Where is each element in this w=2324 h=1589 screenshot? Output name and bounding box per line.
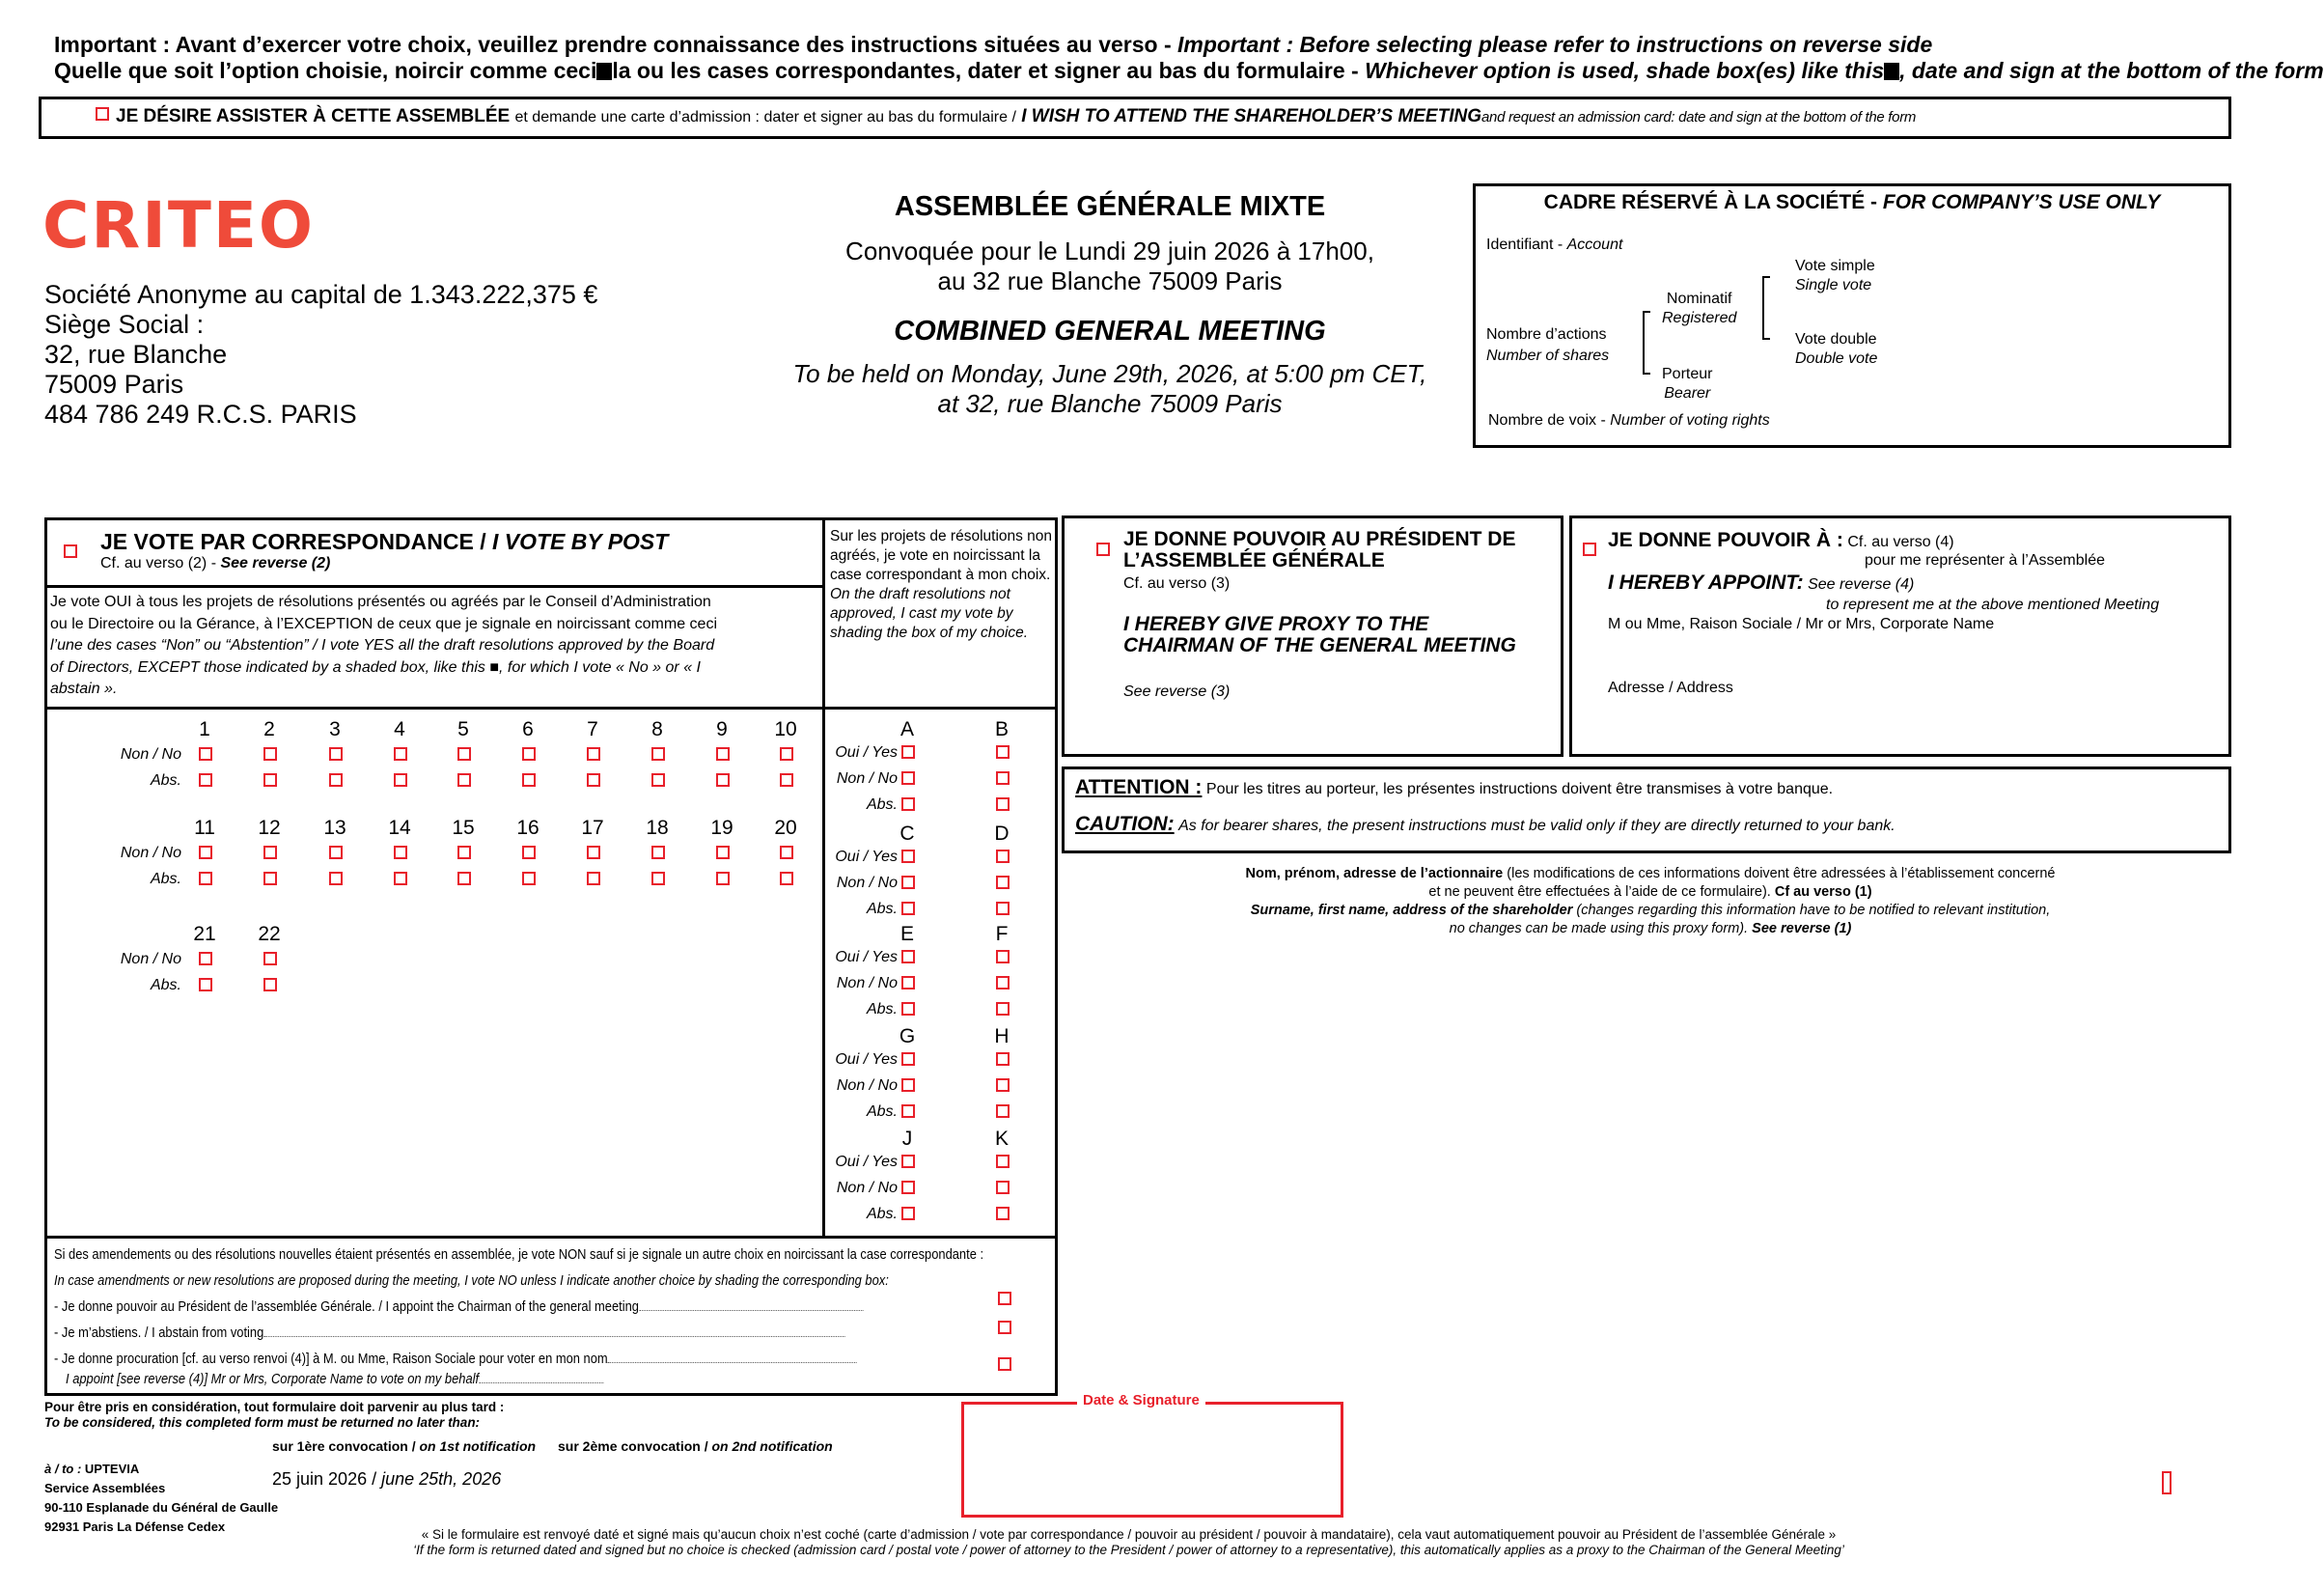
- resolution-8-no-checkbox[interactable]: [651, 747, 665, 761]
- resolution-1-abs-checkbox[interactable]: [199, 773, 212, 787]
- sh-l3-rest: (changes regarding this information have to be notified to relevant institution,: [1576, 903, 2051, 918]
- vote-header-divider: [44, 707, 1058, 710]
- resolution-J-abs-checkbox[interactable]: [901, 1207, 915, 1220]
- amendments-divider: [44, 1236, 1058, 1239]
- no-label: Non / No: [120, 746, 181, 763]
- draft-resolution-letter: H: [994, 1025, 1010, 1047]
- second-notif-fr: sur 2ème convocation /: [558, 1438, 708, 1454]
- vote-title-divider: [44, 585, 824, 588]
- attention-text-fr: Pour les titres au porteur, les présentes instructions doivent être transmises à votre banque.: [1205, 781, 1834, 797]
- resolution-5-no-checkbox[interactable]: [457, 747, 471, 761]
- company-use-title: [1473, 191, 2231, 214]
- no-label: Non / No: [836, 770, 898, 787]
- meeting-date-fr-2: au 32 rue Blanche 75009 Paris: [937, 266, 1283, 295]
- resolution-10-abs-checkbox[interactable]: [780, 773, 793, 787]
- abs-label: Abs.: [150, 977, 181, 993]
- resolution-number: 4: [394, 718, 405, 740]
- resolution-D-yes-checkbox[interactable]: [996, 850, 1010, 863]
- meeting-date-en-2: at 32, rue Blanche 75009 Paris: [937, 389, 1283, 418]
- address-line: 90-110 Esplanade du Général de Gaulle: [44, 1500, 279, 1515]
- resolution-number: 9: [716, 718, 728, 740]
- amend-opt3: [54, 1346, 909, 1372]
- single-vote-label: [1795, 257, 1875, 295]
- resolution-2-no-checkbox[interactable]: [263, 747, 277, 761]
- attend-en-rest: and request an admission card: date and sign at the bottom of the form: [1480, 109, 1917, 125]
- proxy-chairman-title-en: I HEREBY GIVE PROXY TO THE CHAIRMAN OF THE GENERAL MEETING: [1123, 613, 1516, 656]
- resolution-G-yes-checkbox[interactable]: [901, 1052, 915, 1066]
- resolution-number: 18: [646, 817, 669, 839]
- address-line: UPTEVIA: [84, 1462, 140, 1476]
- yes-label: Oui / Yes: [835, 949, 898, 965]
- amend-line2: In case amendments or new resolutions are proposed during the meeting, I vote NO unless I indicate another choice by shading the corresponding box:: [54, 1272, 889, 1289]
- resolution-19-no-checkbox[interactable]: [716, 846, 730, 859]
- resolution-20-no-checkbox[interactable]: [780, 846, 793, 859]
- signature-label: Date & Signature: [1077, 1392, 1205, 1408]
- resolution-15-no-checkbox[interactable]: [457, 846, 471, 859]
- resolution-12-no-checkbox[interactable]: [263, 846, 277, 859]
- amend-opt3-text: - Je donne procuration [cf. au verso renvoi (4)] à M. ou Mme, Raison Sociale pour voter en mon nom: [54, 1351, 608, 1367]
- resolution-16-abs-checkbox[interactable]: [522, 872, 536, 885]
- draft-resolution-letter: D: [994, 822, 1010, 845]
- resolution-14-abs-checkbox[interactable]: [394, 872, 407, 885]
- resolution-17-abs-checkbox[interactable]: [587, 872, 600, 885]
- proxy-name-label: M ou Mme, Raison Sociale / Mr or Mrs, Corporate Name: [1608, 616, 1995, 632]
- proxy-appoint-ref-fr: Cf. au verso (4): [1847, 534, 1954, 550]
- resolution-number: 8: [651, 718, 663, 740]
- resolution-number: 20: [774, 817, 797, 839]
- yes-label: Oui / Yes: [835, 1154, 898, 1170]
- resolution-G-abs-checkbox[interactable]: [901, 1104, 915, 1118]
- resolution-19-abs-checkbox[interactable]: [716, 872, 730, 885]
- amend-opt3b-text: I appoint [see reverse (4)] Mr or Mrs, Corporate Name to vote on my behalf: [66, 1371, 480, 1387]
- sh-l3-bold: Surname, first name, address of the shareholder: [1250, 903, 1573, 918]
- draft-resolution-letter: K: [994, 1128, 1009, 1150]
- resolution-number: 2: [263, 718, 275, 740]
- instr-line: abstain ».: [50, 681, 118, 697]
- resolution-E-no-checkbox[interactable]: [901, 976, 915, 990]
- company-line: Société Anonyme au capital de 1.343.222,375 €: [44, 280, 598, 309]
- resolution-number: 12: [258, 817, 281, 839]
- yes-label: Oui / Yes: [835, 1051, 898, 1068]
- criteo-logo: CRITEO: [42, 188, 316, 263]
- single-fr: Vote simple: [1795, 258, 1875, 274]
- sh-l1-bold: Nom, prénom, adresse de l’actionnaire: [1245, 866, 1504, 881]
- resolution-9-no-checkbox[interactable]: [716, 747, 730, 761]
- resolution-number: 19: [710, 817, 733, 839]
- attention-en: [1075, 813, 1895, 836]
- shares-bracket: [1643, 311, 1650, 375]
- address-line: Service Assemblées: [44, 1481, 166, 1495]
- yes-label: Oui / Yes: [835, 744, 898, 761]
- first-notification: [272, 1438, 536, 1454]
- resolution-1-no-checkbox[interactable]: [199, 747, 212, 761]
- resolution-F-abs-checkbox[interactable]: [996, 1002, 1010, 1016]
- draft-resolution-letter: B: [994, 718, 1009, 740]
- company-line: 75009 Paris: [44, 370, 184, 399]
- resolution-B-no-checkbox[interactable]: [996, 771, 1010, 785]
- vote-by-post-title: [100, 529, 668, 555]
- corner-mark: [2162, 1471, 2172, 1494]
- resolution-10-no-checkbox[interactable]: [780, 747, 793, 761]
- draft-resolution-letter: G: [899, 1025, 916, 1047]
- proxy-appoint-title: [1608, 529, 1954, 552]
- attention-label-fr: ATTENTION :: [1075, 776, 1203, 798]
- voting-en: Number of voting rights: [1610, 412, 1770, 429]
- sh-l2-bold: Cf au verso (1): [1774, 884, 1872, 900]
- sh-l4-bold: See reverse (1): [1752, 921, 1852, 936]
- proxy-appoint-ref-en2: to represent me at the above mentioned Meeting: [1826, 597, 2160, 613]
- resolution-4-no-checkbox[interactable]: [394, 747, 407, 761]
- notice-fr: « Si le formulaire est renvoyé daté et signé mais qu’aucun choix n’est coché (carte d’admission / vote par correspondance / pouvoir au président / pouvoir à mandataire), cela vaut automatiquement pouvoir au Président de l’assemblée Générale »: [421, 1527, 1837, 1542]
- abs-label: Abs.: [150, 772, 181, 789]
- notice-en: ‘If the form is returned dated and signed but no choice is checked (admission card / postal vote / power of attorney to the President / power of attorney to a representative), this automatically applies as a proxy to the Chairman of the General Meeting’: [413, 1543, 1844, 1557]
- abs-label: Abs.: [866, 1103, 898, 1120]
- resolution-number: 7: [587, 718, 598, 740]
- company-use-title-en: FOR COMPANY’S USE ONLY: [1882, 191, 2161, 213]
- resolution-A-no-checkbox[interactable]: [901, 771, 915, 785]
- resolution-8-abs-checkbox[interactable]: [651, 773, 665, 787]
- header-en-1: Important : Before selecting please refer to instructions on reverse side: [1177, 32, 1933, 57]
- resolution-J-no-checkbox[interactable]: [901, 1181, 915, 1194]
- vote-by-post-ref: [100, 555, 330, 572]
- company-line: Siège Social :: [44, 310, 205, 339]
- resolution-7-no-checkbox[interactable]: [587, 747, 600, 761]
- resolution-12-abs-checkbox[interactable]: [263, 872, 277, 885]
- resolution-A-abs-checkbox[interactable]: [901, 797, 915, 811]
- draft-resolution-letter: F: [995, 923, 1009, 945]
- resolution-number: 16: [516, 817, 540, 839]
- resolution-22-no-checkbox[interactable]: [263, 952, 277, 965]
- no-label: Non / No: [120, 951, 181, 967]
- attend-en-bold: I WISH TO ATTEND THE SHAREHOLDER’S MEETING: [1021, 106, 1481, 126]
- shares-label: [1486, 324, 1609, 367]
- resolution-17-no-checkbox[interactable]: [587, 846, 600, 859]
- resolution-H-yes-checkbox[interactable]: [996, 1052, 1010, 1066]
- abs-label: Abs.: [866, 901, 898, 917]
- proxy-chairman-checkbox[interactable]: [1096, 543, 1110, 556]
- sh-l2: et ne peuvent être effectuées à l’aide de ce formulaire).: [1428, 884, 1771, 900]
- resolution-number: 22: [258, 923, 281, 945]
- first-notif-en: on 1st notification: [419, 1438, 537, 1454]
- instr-line: Je vote OUI à tous les projets de résolutions présentés ou agréés par le Conseil d’Administration: [50, 594, 711, 610]
- resolution-14-no-checkbox[interactable]: [394, 846, 407, 859]
- resolution-5-abs-checkbox[interactable]: [457, 773, 471, 787]
- company-use-section: [1473, 183, 2231, 448]
- header-fr-2b: la ou les cases correspondantes, dater et signer au bas du formulaire -: [612, 58, 1359, 83]
- header-en-2b: , date and sign at the bottom of the form: [1899, 58, 2324, 83]
- shade-sample-icon: [1884, 63, 1899, 80]
- double-en: Double vote: [1795, 350, 1878, 367]
- address-line: 92931 Paris La Défense Cedex: [44, 1519, 226, 1534]
- deadline-en: To be considered, this completed form must be returned no later than:: [44, 1415, 481, 1430]
- company-line: 484 786 249 R.C.S. PARIS: [44, 400, 357, 429]
- amend-proxy-checkbox[interactable]: [998, 1357, 1011, 1371]
- resolution-number: 10: [774, 718, 797, 740]
- sh-l4: no changes can be made using this proxy form).: [1449, 921, 1749, 936]
- resolution-9-abs-checkbox[interactable]: [716, 773, 730, 787]
- no-label: Non / No: [836, 1077, 898, 1094]
- resolution-K-yes-checkbox[interactable]: [996, 1155, 1010, 1168]
- abs-label: Abs.: [866, 1001, 898, 1018]
- resolution-13-abs-checkbox[interactable]: [329, 872, 343, 885]
- resolution-J-yes-checkbox[interactable]: [901, 1155, 915, 1168]
- return-address: [44, 1460, 278, 1537]
- resolution-15-abs-checkbox[interactable]: [457, 872, 471, 885]
- attend-text: [116, 106, 1916, 127]
- resolution-16-no-checkbox[interactable]: [522, 846, 536, 859]
- vote-title-en: I VOTE BY POST: [491, 529, 669, 554]
- proxy-appoint-ref-en: See reverse (4): [1808, 576, 1915, 593]
- resolution-11-abs-checkbox[interactable]: [199, 872, 212, 885]
- abs-label: Abs.: [150, 871, 181, 887]
- attend-fr-bold: JE DÉSIRE ASSISTER À CETTE ASSEMBLÉE: [116, 106, 511, 126]
- proxy-address-label: Adresse / Address: [1608, 680, 1733, 696]
- deadline-date: [272, 1469, 501, 1490]
- account-fr: Identifiant -: [1486, 237, 1563, 253]
- attention-fr: [1075, 776, 1833, 799]
- proxy-appoint-ref-fr2: pour me représenter à l’Assemblée: [1865, 552, 2106, 569]
- resolution-number: 15: [452, 817, 475, 839]
- default-notice: [0, 1527, 2257, 1558]
- amend-chairman-checkbox[interactable]: [998, 1292, 1011, 1305]
- single-en: Single vote: [1795, 277, 1872, 293]
- resolution-number: 1: [199, 718, 210, 740]
- non-agreed-fr: Sur les projets de résolutions non agréés, je vote en noircissant la case correspondant à mon choix.: [830, 528, 1053, 583]
- sh-l1-rest: (les modifications de ces informations doivent être adressées à l’établissement concerné: [1507, 866, 2056, 881]
- vote-instructions: [50, 592, 822, 701]
- resolution-18-no-checkbox[interactable]: [651, 846, 665, 859]
- resolution-D-no-checkbox[interactable]: [996, 876, 1010, 889]
- account-en: Account: [1566, 237, 1623, 253]
- amendments-text: [54, 1241, 1048, 1387]
- instr-line: l’une des cases “Non” ou “Abstention” / I vote YES all the draft resolutions approved by the Board: [50, 637, 715, 654]
- no-label: Non / No: [120, 845, 181, 861]
- proxy-appoint-title-en: I HEREBY APPOINT:: [1608, 571, 1804, 594]
- amend-opt3b: [54, 1372, 909, 1387]
- resolution-H-no-checkbox[interactable]: [996, 1078, 1010, 1092]
- resolution-F-yes-checkbox[interactable]: [996, 950, 1010, 963]
- resolution-number: 14: [388, 817, 411, 839]
- resolution-number: 11: [194, 817, 215, 839]
- draft-resolution-letter: J: [901, 1128, 913, 1150]
- resolution-6-no-checkbox[interactable]: [522, 747, 536, 761]
- proxy-chairman-ref-en: See reverse (3): [1123, 683, 1231, 700]
- resolution-11-no-checkbox[interactable]: [199, 846, 212, 859]
- shares-fr: Nombre d’actions: [1486, 326, 1607, 343]
- company-use-title-fr: CADRE RÉSERVÉ À LA SOCIÉTÉ -: [1543, 191, 1878, 213]
- registered-label: [1662, 290, 1736, 328]
- meeting-info: [714, 191, 1506, 419]
- resolution-number: 6: [522, 718, 534, 740]
- proxy-chairman-title-fr: JE DONNE POUVOIR AU PRÉSIDENT DE L’ASSEMBLÉE GÉNÉRALE: [1123, 528, 1516, 571]
- resolution-C-abs-checkbox[interactable]: [901, 902, 915, 915]
- voting-rights-label: [1488, 412, 1770, 430]
- resolution-4-abs-checkbox[interactable]: [394, 773, 407, 787]
- company-info: [44, 280, 597, 430]
- shares-en: Number of shares: [1486, 348, 1610, 364]
- header-fr-1: Important : Avant d’exercer votre choix, veuillez prendre connaissance des instructions situées au verso -: [54, 32, 1172, 57]
- vote-by-post-checkbox[interactable]: [64, 544, 77, 558]
- voting-fr: Nombre de voix -: [1488, 412, 1606, 429]
- resolution-F-no-checkbox[interactable]: [996, 976, 1010, 990]
- resolution-21-abs-checkbox[interactable]: [199, 978, 212, 991]
- resolution-H-abs-checkbox[interactable]: [996, 1104, 1010, 1118]
- resolution-21-no-checkbox[interactable]: [199, 952, 212, 965]
- non-agreed-text: [830, 527, 1054, 643]
- signature-box[interactable]: [961, 1402, 1343, 1518]
- no-label: Non / No: [836, 875, 898, 891]
- amend-opt2: [54, 1320, 909, 1346]
- resolution-G-no-checkbox[interactable]: [901, 1078, 915, 1092]
- draft-resolution-letter: C: [899, 822, 915, 845]
- draft-resolution-letter: A: [899, 718, 914, 740]
- resolution-18-abs-checkbox[interactable]: [651, 872, 665, 885]
- proxy-appoint-title-en-row: [1608, 571, 1914, 595]
- deadline-text: [44, 1400, 504, 1431]
- resolution-D-abs-checkbox[interactable]: [996, 902, 1010, 915]
- attention-text-en: As for bearer shares, the present instructions must be valid only if they are directly returned to your bank.: [1178, 818, 1895, 834]
- registered-bracket: [1762, 276, 1770, 340]
- resolution-B-yes-checkbox[interactable]: [996, 745, 1010, 759]
- second-notification: [558, 1438, 833, 1454]
- instr-line: ou le Directoire ou la Gérance, à l’EXCEPTION de ceux que je signale en noircissant comme ceci: [50, 615, 717, 632]
- proxy-appoint-title-fr: JE DONNE POUVOIR À :: [1608, 529, 1843, 551]
- resolution-20-abs-checkbox[interactable]: [780, 872, 793, 885]
- abs-label: Abs.: [866, 796, 898, 813]
- registered-fr: Nominatif: [1666, 291, 1732, 307]
- double-vote-label: [1795, 330, 1877, 369]
- attend-checkbox[interactable]: [96, 107, 109, 121]
- amend-line1: Si des amendements ou des résolutions nouvelles étaient présentés en assemblée, je vote NON sauf si je signale un autre choix en noircissant la case correspondante :: [54, 1246, 984, 1263]
- amend-opt1-text: - Je donne pouvoir au Président de l’assemblée Générale. / I appoint the Chairman of the general meeting: [54, 1298, 639, 1315]
- date-fr: 25 juin 2026 /: [272, 1469, 377, 1489]
- no-label: Non / No: [836, 975, 898, 991]
- resolution-13-no-checkbox[interactable]: [329, 846, 343, 859]
- meeting-title-en: COMBINED GENERAL MEETING: [894, 316, 1326, 347]
- vote-ref-en: See reverse (2): [220, 555, 331, 571]
- meeting-date-fr-1: Convoquée pour le Lundi 29 juin 2026 à 17h00,: [845, 237, 1374, 265]
- meeting-title-fr: ASSEMBLÉE GÉNÉRALE MIXTE: [894, 191, 1326, 222]
- yes-label: Oui / Yes: [835, 849, 898, 865]
- resolution-B-abs-checkbox[interactable]: [996, 797, 1010, 811]
- no-label: Non / No: [836, 1180, 898, 1196]
- resolution-number: 3: [329, 718, 341, 740]
- resolution-6-abs-checkbox[interactable]: [522, 773, 536, 787]
- shade-sample-icon: [596, 63, 612, 80]
- resolution-C-no-checkbox[interactable]: [901, 876, 915, 889]
- resolution-3-no-checkbox[interactable]: [329, 747, 343, 761]
- vote-title-fr: JE VOTE PAR CORRESPONDANCE /: [100, 529, 486, 554]
- first-notif-fr: sur 1ère convocation /: [272, 1438, 416, 1454]
- account-label: [1486, 237, 1622, 254]
- instr-line: of Directors, EXCEPT those indicated by a shaded box, like this ■, for which I vote « No » or « I: [50, 658, 701, 676]
- resolution-3-abs-checkbox[interactable]: [329, 773, 343, 787]
- bearer-label: [1662, 365, 1712, 404]
- header-en-2a: Whichever option is used, shade box(es) like this: [1365, 58, 1885, 83]
- registered-en: Registered: [1662, 310, 1737, 326]
- resolution-E-yes-checkbox[interactable]: [901, 950, 915, 963]
- deadline-fr: Pour être pris en considération, tout formulaire doit parvenir au plus tard :: [44, 1400, 505, 1414]
- proxy-chairman-ref-fr: Cf. au verso (3): [1123, 575, 1231, 592]
- shareholder-info: [1071, 865, 2229, 938]
- draft-resolution-letter: E: [899, 923, 914, 945]
- resolution-2-abs-checkbox[interactable]: [263, 773, 277, 787]
- double-fr: Vote double: [1795, 331, 1877, 348]
- bearer-en: Bearer: [1664, 385, 1711, 402]
- non-agreed-en: On the draft resolutions not approved, I cast my vote by shading the box of my choice.: [830, 586, 1029, 641]
- company-line: 32, rue Blanche: [44, 340, 228, 369]
- bearer-fr: Porteur: [1662, 366, 1713, 382]
- date-en: june 25th, 2026: [381, 1469, 502, 1489]
- resolution-K-no-checkbox[interactable]: [996, 1181, 1010, 1194]
- resolution-K-abs-checkbox[interactable]: [996, 1207, 1010, 1220]
- header-fr-2a: Quelle que soit l’option choisie, noircir comme ceci: [54, 58, 597, 83]
- resolution-7-abs-checkbox[interactable]: [587, 773, 600, 787]
- resolution-A-yes-checkbox[interactable]: [901, 745, 915, 759]
- meeting-date-en-1: To be held on Monday, June 29th, 2026, at 5:00 pm CET,: [792, 359, 1427, 388]
- attention-label-en: CAUTION:: [1075, 813, 1175, 835]
- to-label: à / to :: [44, 1462, 82, 1476]
- resolution-number: 5: [457, 718, 469, 740]
- amend-opt2-text: - Je m’abstiens. / I abstain from voting: [54, 1324, 264, 1341]
- vote-ref-fr: Cf. au verso (2) -: [100, 555, 217, 571]
- resolution-number: 17: [581, 817, 604, 839]
- amend-abstain-checkbox[interactable]: [998, 1321, 1011, 1334]
- resolution-number: 13: [323, 817, 346, 839]
- resolution-22-abs-checkbox[interactable]: [263, 978, 277, 991]
- resolution-number: 21: [193, 923, 216, 945]
- amend-opt1: [54, 1294, 909, 1320]
- proxy-appoint-checkbox[interactable]: [1583, 543, 1596, 556]
- abs-label: Abs.: [866, 1206, 898, 1222]
- resolution-E-abs-checkbox[interactable]: [901, 1002, 915, 1016]
- resolution-C-yes-checkbox[interactable]: [901, 850, 915, 863]
- second-notif-en: on 2nd notification: [711, 1438, 833, 1454]
- header-line-1: [54, 31, 1932, 58]
- attend-fr-rest: et demande une carte d’admission : dater et signer au bas du formulaire /: [514, 109, 1016, 125]
- header-line-2: [54, 57, 2324, 84]
